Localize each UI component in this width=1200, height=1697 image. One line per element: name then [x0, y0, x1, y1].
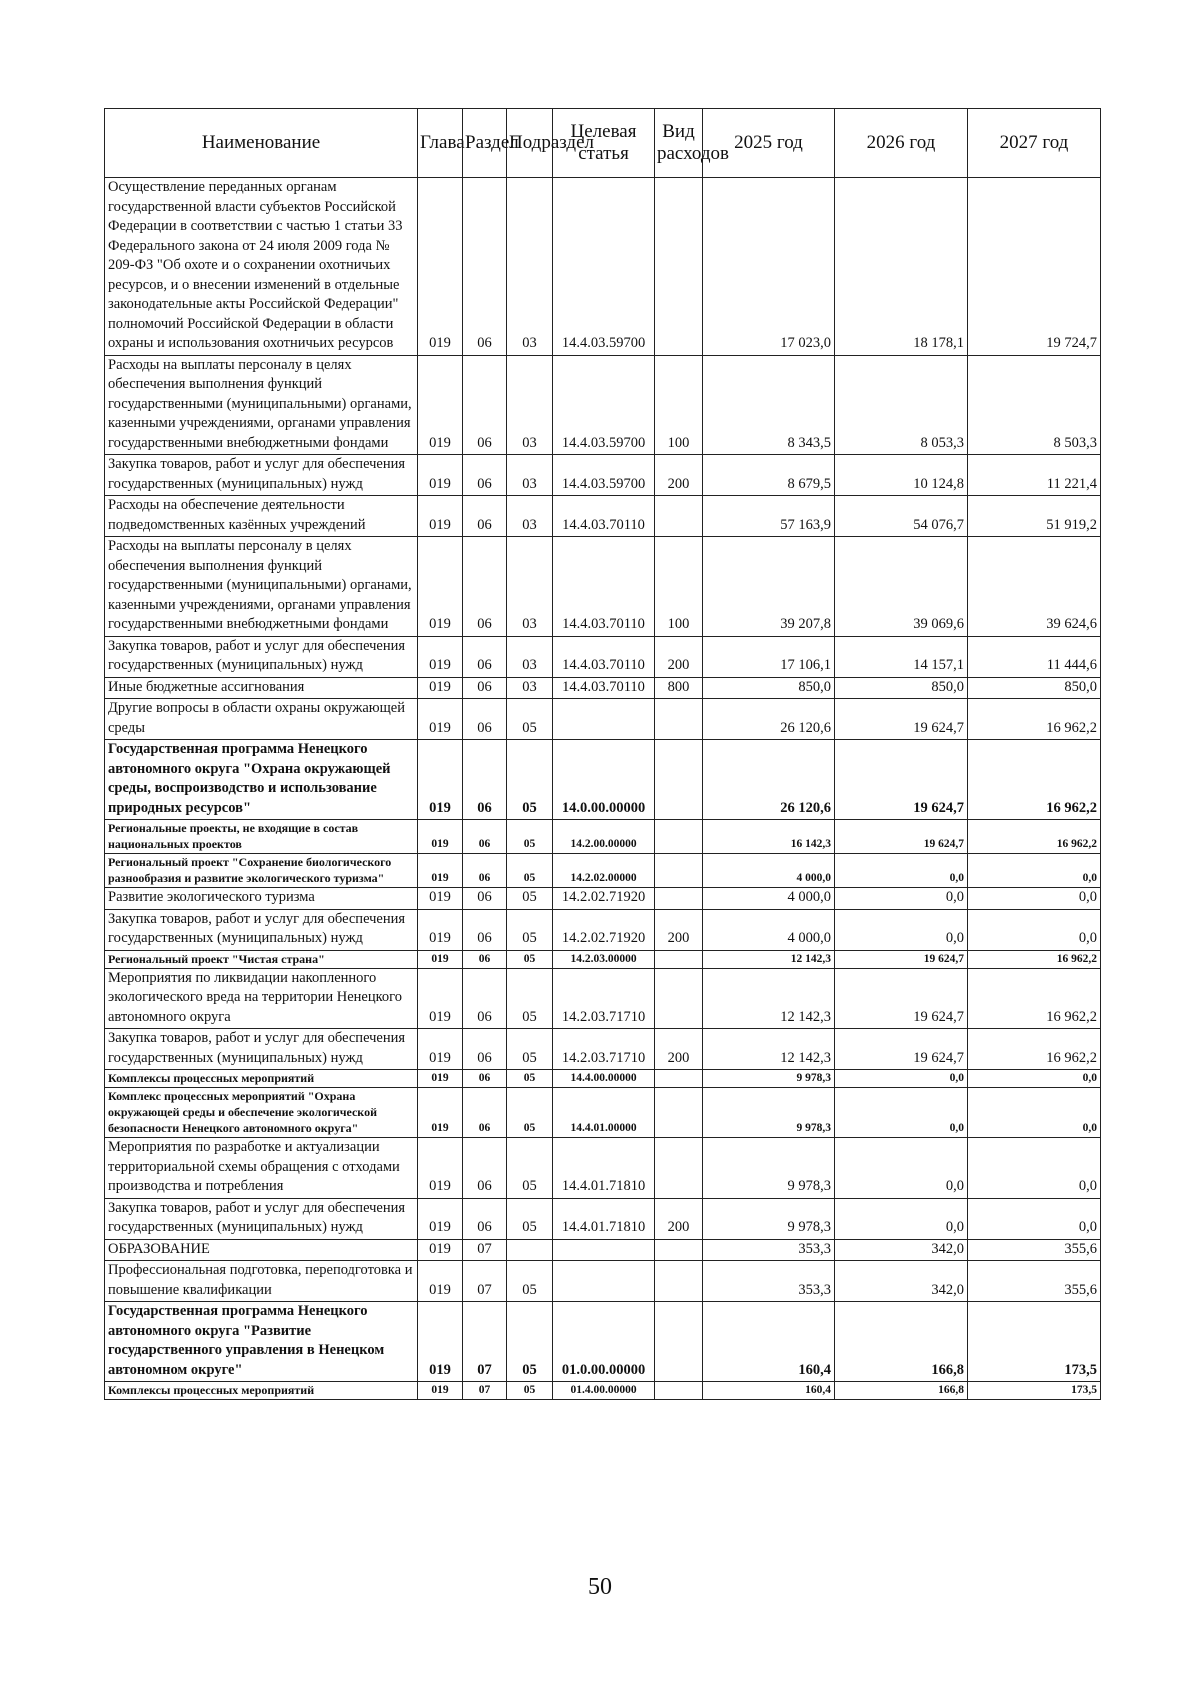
row-statya: 14.4.03.59700 — [553, 178, 655, 356]
row-name: Региональный проект "Сохранение биологического разнообразия и развитие экологического туризма" — [105, 854, 418, 888]
row-value-2025: 8 343,5 — [703, 355, 835, 455]
row-value-2026: 19 624,7 — [835, 699, 968, 740]
row-statya: 14.4.03.59700 — [553, 355, 655, 455]
row-razdel: 06 — [463, 496, 507, 537]
row-value-2026: 10 124,8 — [835, 455, 968, 496]
row-name: Закупка товаров, работ и услуг для обеспечения государственных (муниципальных) нужд — [105, 909, 418, 950]
row-podrazdel: 03 — [507, 636, 553, 677]
table-row — [105, 820, 1101, 854]
header-2027: 2027 год — [968, 109, 1101, 178]
row-vid — [655, 699, 703, 740]
row-name: Комплекс процессных мероприятий "Охрана окружающей среды и обеспечение экологической безопасности Ненецкого автономного округа" — [105, 1088, 418, 1138]
row-razdel: 06 — [463, 355, 507, 455]
row-value-2026: 0,0 — [835, 1088, 968, 1138]
header-name: Наименование — [105, 109, 418, 178]
row-value-2025: 9 978,3 — [703, 1088, 835, 1138]
row-glava: 019 — [418, 677, 463, 699]
header-2026: 2026 год — [835, 109, 968, 178]
table-row — [105, 1088, 1101, 1138]
budget-table-page — [104, 108, 1100, 1400]
row-value-2026: 850,0 — [835, 677, 968, 699]
row-statya: 14.4.03.70110 — [553, 537, 655, 637]
row-name: Региональный проект "Чистая страна" — [105, 950, 418, 968]
row-podrazdel: 03 — [507, 355, 553, 455]
row-razdel: 07 — [463, 1261, 507, 1302]
row-name: Расходы на выплаты персоналу в целях обеспечения выполнения функций государственными (муниципальными) органами, казенными учреждениями, органами управления государственными внебюджетными фондами — [105, 537, 418, 637]
row-value-2026: 19 624,7 — [835, 1029, 968, 1070]
row-glava: 019 — [418, 950, 463, 968]
row-value-2027: 0,0 — [968, 1088, 1101, 1138]
row-glava: 019 — [418, 537, 463, 637]
row-glava: 019 — [418, 455, 463, 496]
table-row — [105, 740, 1101, 820]
row-podrazdel: 05 — [507, 740, 553, 820]
row-value-2026: 19 624,7 — [835, 968, 968, 1029]
row-value-2027: 16 962,2 — [968, 950, 1101, 968]
row-value-2026: 14 157,1 — [835, 636, 968, 677]
row-glava: 019 — [418, 355, 463, 455]
row-value-2026: 342,0 — [835, 1261, 968, 1302]
row-statya: 01.4.00.00000 — [553, 1382, 655, 1400]
row-vid — [655, 1239, 703, 1261]
row-name: ОБРАЗОВАНИЕ — [105, 1239, 418, 1261]
row-name: Закупка товаров, работ и услуг для обеспечения государственных (муниципальных) нужд — [105, 1029, 418, 1070]
row-name: Развитие экологического туризма — [105, 888, 418, 910]
row-vid — [655, 1382, 703, 1400]
row-name: Другие вопросы в области охраны окружающей среды — [105, 699, 418, 740]
table-row — [105, 968, 1101, 1029]
row-name: Профессиональная подготовка, переподготовка и повышение квалификации — [105, 1261, 418, 1302]
row-vid — [655, 1138, 703, 1199]
row-razdel: 06 — [463, 1138, 507, 1199]
row-value-2027: 355,6 — [968, 1261, 1101, 1302]
row-value-2026: 18 178,1 — [835, 178, 968, 356]
row-vid: 100 — [655, 537, 703, 637]
row-value-2025: 39 207,8 — [703, 537, 835, 637]
header-podrazdel: Подраздел — [507, 109, 553, 178]
row-razdel: 06 — [463, 950, 507, 968]
row-statya — [553, 1239, 655, 1261]
row-glava: 019 — [418, 178, 463, 356]
page-number: 50 — [588, 1574, 612, 1600]
row-statya: 14.4.03.70110 — [553, 496, 655, 537]
row-podrazdel: 03 — [507, 178, 553, 356]
row-glava: 019 — [418, 820, 463, 854]
row-name: Государственная программа Ненецкого автономного округа "Развитие государственного управления в Ненецком автономном округе" — [105, 1302, 418, 1382]
row-value-2025: 12 142,3 — [703, 950, 835, 968]
row-value-2025: 57 163,9 — [703, 496, 835, 537]
row-glava: 019 — [418, 496, 463, 537]
row-statya: 14.2.00.00000 — [553, 820, 655, 854]
row-value-2025: 26 120,6 — [703, 699, 835, 740]
row-glava: 019 — [418, 909, 463, 950]
row-vid: 200 — [655, 909, 703, 950]
row-statya: 14.4.00.00000 — [553, 1070, 655, 1088]
row-statya: 14.4.01.71810 — [553, 1198, 655, 1239]
row-statya: 01.0.00.00000 — [553, 1302, 655, 1382]
row-podrazdel: 03 — [507, 537, 553, 637]
table-row — [105, 636, 1101, 677]
table-body — [105, 178, 1101, 1400]
row-value-2027: 0,0 — [968, 1138, 1101, 1199]
table-row — [105, 1261, 1101, 1302]
row-razdel: 06 — [463, 820, 507, 854]
table-row — [105, 1029, 1101, 1070]
row-value-2027: 11 221,4 — [968, 455, 1101, 496]
row-value-2027: 8 503,3 — [968, 355, 1101, 455]
row-statya — [553, 699, 655, 740]
row-value-2026: 39 069,6 — [835, 537, 968, 637]
row-razdel: 06 — [463, 888, 507, 910]
row-name: Мероприятия по разработке и актуализации территориальной схемы обращения с отходами производства и потребления — [105, 1138, 418, 1199]
row-value-2027: 0,0 — [968, 1070, 1101, 1088]
row-statya: 14.2.02.71920 — [553, 909, 655, 950]
row-podrazdel: 05 — [507, 1382, 553, 1400]
row-glava: 019 — [418, 1088, 463, 1138]
row-razdel: 06 — [463, 909, 507, 950]
row-value-2025: 850,0 — [703, 677, 835, 699]
row-vid — [655, 888, 703, 910]
row-podrazdel: 05 — [507, 854, 553, 888]
row-value-2027: 16 962,2 — [968, 820, 1101, 854]
table-row — [105, 677, 1101, 699]
header-vid: Вид расходов — [655, 109, 703, 178]
row-razdel: 06 — [463, 1088, 507, 1138]
row-podrazdel: 05 — [507, 950, 553, 968]
row-podrazdel: 05 — [507, 699, 553, 740]
row-vid — [655, 1088, 703, 1138]
row-value-2027: 0,0 — [968, 888, 1101, 910]
row-value-2025: 9 978,3 — [703, 1138, 835, 1199]
row-vid: 200 — [655, 636, 703, 677]
row-value-2027: 0,0 — [968, 1198, 1101, 1239]
row-statya: 14.4.03.70110 — [553, 677, 655, 699]
budget-table — [104, 108, 1101, 1400]
row-value-2026: 19 624,7 — [835, 820, 968, 854]
row-value-2026: 0,0 — [835, 854, 968, 888]
row-name: Осуществление переданных органам государственной власти субъектов Российской Федерации в соответствии с частью 1 статьи 33 Федерального закона от 24 июля 2009 года № 209-ФЗ "Об охоте и о сохранении охотничьих ресурсов, и о внесении изменений в отдельные законодательные акты Российской Федерации" полномочий Российской Федерации в области охраны и использования охотничьих ресурсов — [105, 178, 418, 356]
table-row — [105, 1198, 1101, 1239]
row-glava: 019 — [418, 699, 463, 740]
row-value-2025: 26 120,6 — [703, 740, 835, 820]
table-row — [105, 1239, 1101, 1261]
row-value-2025: 12 142,3 — [703, 968, 835, 1029]
row-podrazdel: 05 — [507, 1261, 553, 1302]
row-razdel: 06 — [463, 699, 507, 740]
row-name: Иные бюджетные ассигнования — [105, 677, 418, 699]
row-value-2026: 8 053,3 — [835, 355, 968, 455]
row-value-2027: 355,6 — [968, 1239, 1101, 1261]
row-glava: 019 — [418, 888, 463, 910]
row-value-2025: 9 978,3 — [703, 1070, 835, 1088]
row-vid: 200 — [655, 1029, 703, 1070]
row-podrazdel: 03 — [507, 496, 553, 537]
row-glava: 019 — [418, 1261, 463, 1302]
table-row — [105, 1138, 1101, 1199]
row-name: Закупка товаров, работ и услуг для обеспечения государственных (муниципальных) нужд — [105, 636, 418, 677]
header-razdel: Раздел — [463, 109, 507, 178]
row-name: Закупка товаров, работ и услуг для обеспечения государственных (муниципальных) нужд — [105, 1198, 418, 1239]
row-value-2027: 0,0 — [968, 909, 1101, 950]
table-row — [105, 455, 1101, 496]
table-row — [105, 537, 1101, 637]
row-value-2026: 0,0 — [835, 1198, 968, 1239]
row-value-2026: 0,0 — [835, 909, 968, 950]
row-name: Закупка товаров, работ и услуг для обеспечения государственных (муниципальных) нужд — [105, 455, 418, 496]
row-razdel: 06 — [463, 740, 507, 820]
row-podrazdel: 05 — [507, 888, 553, 910]
table-row — [105, 909, 1101, 950]
row-razdel: 06 — [463, 677, 507, 699]
row-podrazdel: 03 — [507, 455, 553, 496]
table-row — [105, 888, 1101, 910]
row-podrazdel — [507, 1239, 553, 1261]
row-vid — [655, 1070, 703, 1088]
row-value-2025: 160,4 — [703, 1302, 835, 1382]
row-vid — [655, 740, 703, 820]
row-statya: 14.2.02.00000 — [553, 854, 655, 888]
row-razdel: 06 — [463, 1070, 507, 1088]
row-name: Региональные проекты, не входящие в состав национальных проектов — [105, 820, 418, 854]
row-value-2026: 19 624,7 — [835, 950, 968, 968]
table-row — [105, 1070, 1101, 1088]
row-razdel: 06 — [463, 1029, 507, 1070]
row-vid — [655, 178, 703, 356]
row-glava: 019 — [418, 1382, 463, 1400]
row-statya: 14.2.03.00000 — [553, 950, 655, 968]
row-value-2026: 166,8 — [835, 1382, 968, 1400]
row-glava: 019 — [418, 1302, 463, 1382]
row-podrazdel: 03 — [507, 677, 553, 699]
row-podrazdel: 05 — [507, 968, 553, 1029]
row-podrazdel: 05 — [507, 1070, 553, 1088]
row-value-2026: 0,0 — [835, 1070, 968, 1088]
row-glava: 019 — [418, 1070, 463, 1088]
row-value-2026: 54 076,7 — [835, 496, 968, 537]
table-row — [105, 854, 1101, 888]
table-row — [105, 496, 1101, 537]
header-glava: Глава — [418, 109, 463, 178]
row-vid: 800 — [655, 677, 703, 699]
row-name: Расходы на выплаты персоналу в целях обеспечения выполнения функций государственными (муниципальными) органами, казенными учреждениями, органами управления государственными внебюджетными фондами — [105, 355, 418, 455]
row-value-2025: 353,3 — [703, 1239, 835, 1261]
row-glava: 019 — [418, 1029, 463, 1070]
row-vid — [655, 1261, 703, 1302]
row-value-2027: 51 919,2 — [968, 496, 1101, 537]
row-vid — [655, 950, 703, 968]
row-value-2027: 850,0 — [968, 677, 1101, 699]
row-podrazdel: 05 — [507, 909, 553, 950]
row-name: Комплексы процессных мероприятий — [105, 1070, 418, 1088]
row-glava: 019 — [418, 740, 463, 820]
row-razdel: 07 — [463, 1239, 507, 1261]
table-row — [105, 1302, 1101, 1382]
row-value-2027: 16 962,2 — [968, 699, 1101, 740]
row-glava: 019 — [418, 854, 463, 888]
row-glava: 019 — [418, 968, 463, 1029]
row-value-2025: 17 023,0 — [703, 178, 835, 356]
row-vid — [655, 968, 703, 1029]
row-value-2026: 342,0 — [835, 1239, 968, 1261]
row-value-2025: 4 000,0 — [703, 854, 835, 888]
row-razdel: 07 — [463, 1302, 507, 1382]
row-vid: 200 — [655, 1198, 703, 1239]
row-razdel: 06 — [463, 178, 507, 356]
row-podrazdel: 05 — [507, 1302, 553, 1382]
row-name: Расходы на обеспечение деятельности подведомственных казённых учреждений — [105, 496, 418, 537]
row-value-2027: 0,0 — [968, 854, 1101, 888]
row-razdel: 06 — [463, 1198, 507, 1239]
row-value-2025: 12 142,3 — [703, 1029, 835, 1070]
row-podrazdel: 05 — [507, 1138, 553, 1199]
row-value-2025: 4 000,0 — [703, 909, 835, 950]
row-razdel: 06 — [463, 636, 507, 677]
row-podrazdel: 05 — [507, 1029, 553, 1070]
row-glava: 019 — [418, 1138, 463, 1199]
row-vid — [655, 496, 703, 537]
row-value-2026: 166,8 — [835, 1302, 968, 1382]
table-row — [105, 950, 1101, 968]
row-name: Комплексы процессных мероприятий — [105, 1382, 418, 1400]
row-value-2025: 17 106,1 — [703, 636, 835, 677]
row-statya: 14.4.03.70110 — [553, 636, 655, 677]
row-vid: 100 — [655, 355, 703, 455]
row-value-2027: 19 724,7 — [968, 178, 1101, 356]
row-razdel: 06 — [463, 537, 507, 637]
header-statya: Целевая статья — [553, 109, 655, 178]
row-razdel: 06 — [463, 455, 507, 496]
table-row — [105, 355, 1101, 455]
row-statya — [553, 1261, 655, 1302]
row-value-2027: 173,5 — [968, 1382, 1101, 1400]
row-statya: 14.2.03.71710 — [553, 968, 655, 1029]
row-vid — [655, 1302, 703, 1382]
header-2025: 2025 год — [703, 109, 835, 178]
row-value-2025: 8 679,5 — [703, 455, 835, 496]
row-value-2027: 39 624,6 — [968, 537, 1101, 637]
row-name: Государственная программа Ненецкого автономного округа "Охрана окружающей среды, воспроизводство и использование природных ресурсов" — [105, 740, 418, 820]
row-value-2026: 0,0 — [835, 888, 968, 910]
row-razdel: 06 — [463, 854, 507, 888]
row-name: Мероприятия по ликвидации накопленного экологического вреда на территории Ненецкого автономного округа — [105, 968, 418, 1029]
row-value-2025: 9 978,3 — [703, 1198, 835, 1239]
row-value-2026: 19 624,7 — [835, 740, 968, 820]
row-glava: 019 — [418, 636, 463, 677]
row-vid: 200 — [655, 455, 703, 496]
row-statya: 14.0.00.00000 — [553, 740, 655, 820]
row-value-2025: 4 000,0 — [703, 888, 835, 910]
row-statya: 14.4.03.59700 — [553, 455, 655, 496]
row-glava: 019 — [418, 1239, 463, 1261]
row-value-2026: 0,0 — [835, 1138, 968, 1199]
row-statya: 14.2.03.71710 — [553, 1029, 655, 1070]
row-value-2025: 353,3 — [703, 1261, 835, 1302]
row-value-2025: 160,4 — [703, 1382, 835, 1400]
row-podrazdel: 05 — [507, 1088, 553, 1138]
row-value-2027: 11 444,6 — [968, 636, 1101, 677]
row-statya: 14.2.02.71920 — [553, 888, 655, 910]
table-row — [105, 1382, 1101, 1400]
table-row — [105, 178, 1101, 356]
table-header-row — [105, 109, 1101, 178]
row-glava: 019 — [418, 1198, 463, 1239]
row-vid — [655, 820, 703, 854]
row-statya: 14.4.01.00000 — [553, 1088, 655, 1138]
row-podrazdel: 05 — [507, 820, 553, 854]
row-value-2025: 16 142,3 — [703, 820, 835, 854]
table-row — [105, 699, 1101, 740]
row-statya: 14.4.01.71810 — [553, 1138, 655, 1199]
row-razdel: 06 — [463, 968, 507, 1029]
row-value-2027: 16 962,2 — [968, 740, 1101, 820]
row-podrazdel: 05 — [507, 1198, 553, 1239]
row-value-2027: 16 962,2 — [968, 968, 1101, 1029]
row-razdel: 07 — [463, 1382, 507, 1400]
row-vid — [655, 854, 703, 888]
row-value-2027: 16 962,2 — [968, 1029, 1101, 1070]
row-value-2027: 173,5 — [968, 1302, 1101, 1382]
